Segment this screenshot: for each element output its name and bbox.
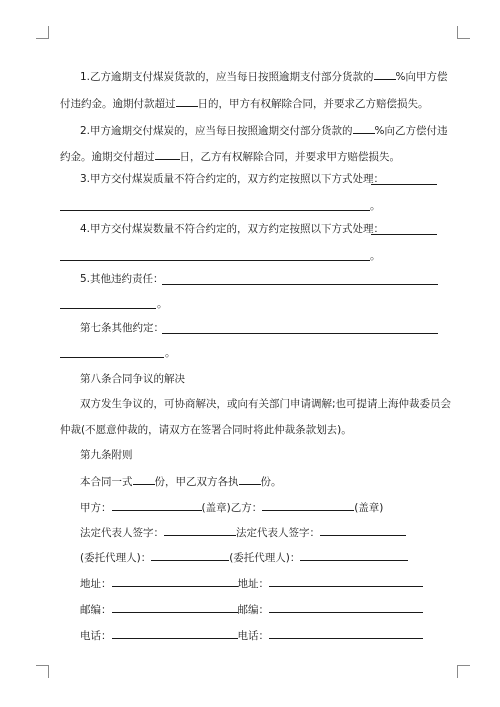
signature-row-address: [80, 575, 423, 591]
copies-line: [80, 473, 282, 489]
clause-2-text: 约金。逾期交付超过: [60, 151, 155, 163]
blank-field: [112, 575, 238, 587]
blank-field: [112, 499, 202, 511]
seal-b-label: (盖章): [354, 502, 384, 514]
blank-field: [374, 68, 396, 80]
blank-field: [133, 473, 155, 485]
clause-1-text: %向甲方偿: [395, 71, 448, 83]
signature-row-party: [80, 499, 383, 515]
clause-3-period: 。: [370, 200, 381, 212]
clause-2-text: 2.甲方逾期交付煤炭的，应当每日按照逾期交付部分货款的: [80, 125, 353, 137]
page-corner-mark-top-left: [36, 26, 49, 39]
blank-field: [320, 524, 406, 536]
zip-a-label: 邮编：: [80, 604, 112, 616]
clause-4-line-1: [80, 222, 384, 236]
article-8-body-line-2: 仲裁(不愿意仲裁的，请双方在签署合同时将此仲裁条款划去)。: [60, 424, 352, 436]
signature-row-rep: [80, 524, 406, 540]
blank-field: [176, 95, 198, 107]
article-7-line-1: [80, 321, 164, 335]
blank-field: [371, 234, 437, 235]
blank-field: [371, 184, 437, 185]
clause-4-text: 4.甲方交付煤炭数量不符合约定的，双方约定按照以下方式处理：: [80, 223, 385, 235]
clause-2-text: 日，乙方有权解除合同，并要求甲方赔偿损失。: [179, 151, 400, 163]
clause-1-line-2: [60, 95, 429, 111]
page-corner-mark-bottom-right: [457, 665, 470, 678]
clause-2-text: %向乙方偿付违: [374, 125, 448, 137]
copies-text: 份。: [260, 476, 282, 488]
clause-2-line-1: [80, 122, 448, 138]
clause-3-text: 3.甲方交付煤炭质量不符合约定的，双方约定按照以下方式处理：: [80, 173, 385, 185]
rep-b-label: 法定代表人签字：: [236, 527, 320, 539]
blank-field: [353, 122, 375, 134]
blank-field: [269, 627, 423, 639]
rep-a-label: 法定代表人签字：: [80, 527, 164, 539]
copies-text: 份，甲乙双方各执: [154, 476, 239, 488]
blank-field: [112, 601, 238, 613]
seal-a-label: (盖章): [201, 502, 231, 514]
blank-field: [60, 308, 156, 309]
page-corner-mark-bottom-left: [36, 665, 49, 678]
clause-1-line-1: [80, 68, 448, 84]
blank-field: [239, 473, 261, 485]
article-8-body-line-1: 双方发生争议的，可协商解决，或向有关部门申请调解;也可提请上海仲裁委员会: [80, 398, 452, 410]
signature-row-agent: [80, 549, 408, 565]
article-9-heading: 第九条附则: [80, 449, 133, 461]
blank-field: [155, 148, 180, 160]
party-a-label: 甲方：: [80, 502, 112, 514]
blank-field: [60, 260, 370, 261]
clause-3-line-1: [80, 172, 384, 186]
blank-field: [269, 601, 423, 613]
blank-field: [162, 284, 438, 285]
clause-4-period: 。: [370, 250, 381, 262]
article-8-heading: 第八条合同争议的解决: [80, 373, 185, 385]
signature-row-zip: [80, 601, 423, 617]
copies-text: 本合同一式: [80, 476, 133, 488]
clause-1-text: 1.乙方逾期支付煤炭货款的，应当每日按照逾期支付部分货款的: [80, 71, 374, 83]
agent-a-label: (委托代理人)：: [80, 552, 152, 564]
clause-1-text: 日的，甲方有权解除合同，并要求乙方赔偿损失。: [197, 98, 429, 110]
blank-field: [151, 549, 229, 561]
blank-field: [269, 575, 423, 587]
signature-row-phone: [80, 627, 423, 643]
page-corner-mark-top-right: [457, 26, 470, 39]
address-b-label: 地址：: [237, 578, 269, 590]
article-7-text: 第七条其他约定：: [80, 322, 164, 334]
blank-field: [262, 499, 354, 511]
blank-field: [60, 210, 370, 211]
clause-2-line-2: [60, 148, 400, 164]
zip-b-label: 邮编：: [237, 604, 269, 616]
blank-field: [112, 627, 238, 639]
article-7-period: 。: [165, 347, 176, 359]
clause-5-period: 。: [157, 298, 168, 310]
clause-1-text: 付违约金。逾期付款超过: [60, 98, 176, 110]
phone-b-label: 电话：: [237, 630, 269, 642]
address-a-label: 地址：: [80, 578, 112, 590]
clause-5-line-1: [80, 272, 164, 286]
blank-field: [164, 524, 236, 536]
blank-field: [60, 357, 164, 358]
agent-b-label: (委托代理人)：: [229, 552, 301, 564]
phone-a-label: 电话：: [80, 630, 112, 642]
party-b-label: 乙方：: [230, 502, 263, 514]
clause-5-text: 5.其他违约责任：: [80, 273, 164, 285]
blank-field: [300, 549, 408, 561]
blank-field: [162, 333, 438, 334]
